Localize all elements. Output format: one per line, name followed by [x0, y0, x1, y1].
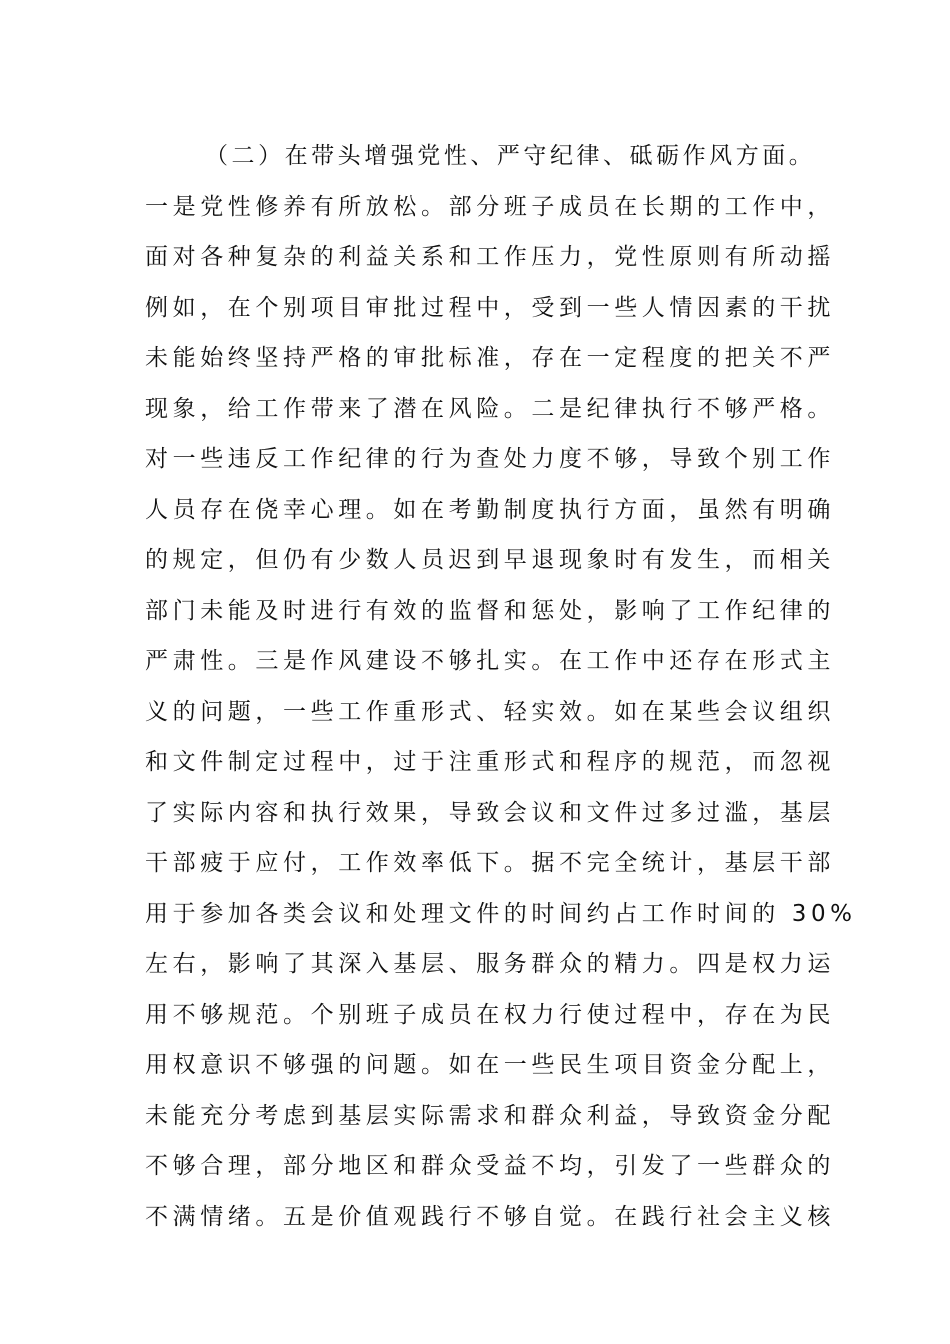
text-line: 了实际内容和执行效果，导致会议和文件过多过滥，基层: [145, 799, 835, 826]
section-heading-line: （二）在带头增强党性、严守纪律、砥砺作风方面。: [205, 143, 815, 169]
text-line: 部门未能及时进行有效的监督和惩处，影响了工作纪律的: [145, 597, 835, 624]
text-line: 对一些违反工作纪律的行为查处力度不够，导致个别工作: [145, 446, 835, 472]
text-line: 义的问题，一些工作重形式、轻实效。如在某些会议组织: [145, 698, 835, 725]
document-body: [145, 131, 857, 1242]
text-line: 用不够规范。个别班子成员在权力行使过程中，存在为民: [145, 1001, 835, 1028]
text-line: 一是党性修养有所放松。部分班子成员在长期的工作中，: [145, 193, 835, 220]
text-line: 用权意识不够强的问题。如在一些民生项目资金分配上，: [145, 1052, 835, 1078]
text-line: 人员存在侥幸心理。如在考勤制度执行方面，虽然有明确: [145, 496, 835, 523]
text-line: 不满情绪。五是价值观践行不够自觉。在践行社会主义核: [145, 1203, 835, 1230]
text-line: 未能充分考虑到基层实际需求和群众利益，导致资金分配: [145, 1102, 835, 1129]
text-line: 面对各种复杂的利益关系和工作压力，党性原则有所动摇: [145, 244, 835, 270]
text-line: 未能始终坚持严格的审批标准，存在一定程度的把关不严: [145, 345, 835, 371]
text-line: 例如，在个别项目审批过程中，受到一些人情因素的干扰: [145, 294, 835, 321]
text-line: 用于参加各类会议和处理文件的时间约占工作时间的 30%: [145, 900, 857, 927]
text-line: 不够合理，部分地区和群众受益不均，引发了一些群众的: [145, 1153, 835, 1179]
text-line: 现象，给工作带来了潜在风险。二是纪律执行不够严格。: [145, 395, 835, 422]
text-line: 严肃性。三是作风建设不够扎实。在工作中还存在形式主: [145, 648, 835, 674]
text-line: 左右，影响了其深入基层、服务群众的精力。四是权力运: [145, 951, 835, 977]
text-line: 和文件制定过程中，过于注重形式和程序的规范，而忽视: [145, 749, 835, 775]
text-line: 的规定，但仍有少数人员迟到早退现象时有发生，而相关: [145, 547, 835, 573]
text-line: 干部疲于应付，工作效率低下。据不完全统计，基层干部: [145, 850, 835, 876]
